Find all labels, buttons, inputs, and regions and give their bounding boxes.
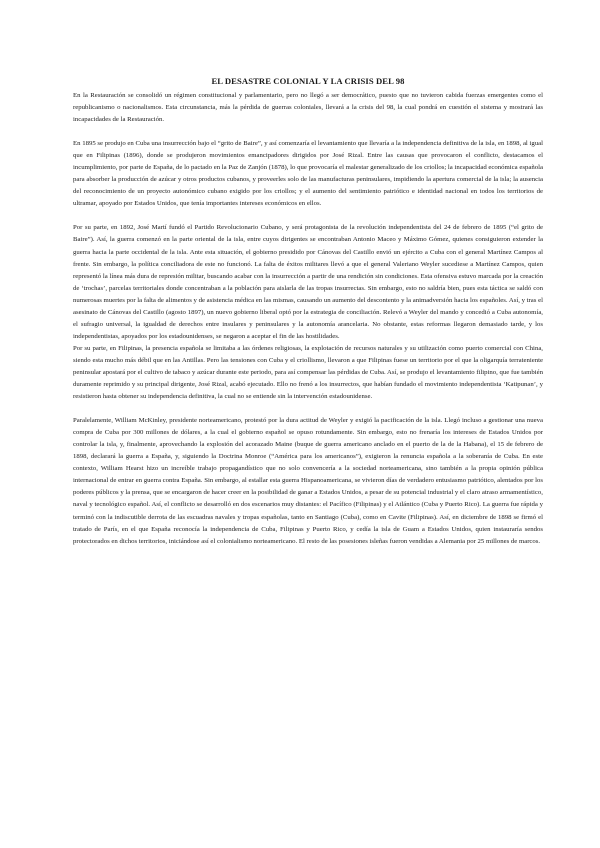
paragraph-filipinas: Por su parte, en Filipinas, la presencia española se limitaba a las órdenes religiosas, la explotación de recursos naturales y su utilización como puerto comercial con China, siendo esta mucho más débil que en las Antillas. Pero las tensiones con Cuba y el criollismo, llevaron a que Filipinas fuese un territorio por el que la oligarquía terrateniente peninsular apostará por el cultivo de tabaco y azúcar durante este periodo, para así compensar las pérdidas de Cuba. Así, se produjo el levantamiento filipino, que fue también duramente reprimido y su principal dirigente, José Rizal, acabó ejecutado. Ello no frenó a los insurrectos, que habían fundado el movimiento independentista ‘Katipunan’, y resistieron hasta obtener su independencia definitiva, la cual no se entiende sin la intervención estadounidense.	[73, 344, 543, 401]
paragraph-spacer	[73, 126, 543, 138]
document-body	[73, 76, 543, 548]
document-title: EL DESASTRE COLONIAL Y LA CRISIS DEL 98	[211, 76, 405, 86]
paragraph-cuba-causes: En 1895 se produjo en Cuba una insurrección bajo el “grito de Baire”, y así comenzaría el levantamiento que llevaría a la independencia definitiva de la isla, en 1898, al igual que en Filipinas (1896), donde se produjeron movimientos emancipadores dirigidos por José Rizal. Entre las causas que provocaron el conflicto, destacamos el incumplimiento, por parte de España, de lo pactado en la Paz de Zanjón (1878), lo que provocaría el malestar generalizado de los criollos; la incapacidad económica española para absorber la producción de azúcar y otros productos cubanos, y proveerles solo de las manufacturas peninsulares, impidiendo la apertura comercial de la isla; la ausencia del reconocimiento de un proyecto autonómico cubano exigido por los criollos; y el aumento del sentimiento patriótico e identidad nacional en todos los territorios de ultramar, apoyado por Estados Unidos, que tenía importantes intereses económicos en ellos.	[73, 140, 543, 208]
paragraph-spacer	[73, 403, 543, 415]
paragraph-usa-war: Paralelamente, William McKinley, presidente norteamericano, protestó por la dura actitud de Weyler y exigió la pacificación de la isla. Llegó incluso a gestionar una nueva compra de Cuba por 300 millones de dólares, a la cual el gobierno español se opuso rotundamente. Sin embargo, esto no frenaría los intereses de Estados Unidos por controlar la isla, y, finalmente, aprovechando la explosión del acorazado Maine (buque de guerra americano anclado en el puerto de la de la Habana), el 15 de febrero de 1898, declarará la guerra a España, y, siguiendo la Doctrina Monroe (“América para los americanos”), exigieron la renuncia española a la soberanía de Cuba. En este contexto, William Hearst hizo un increíble trabajo propagandístico que no solo convencería a la sociedad norteamericana, sino también a la propia opinión pública internacional de entrar en guerra contra España. Sin embargo, al estallar esta guerra Hispanoamericana, se vivieron días de verdadero entusiasmo patriótico, alentados por los poderes públicos y la prensa, que se encargaron de hacer creer en la posibilidad de ganar a Estados Unidos, a pesar de su potencial industrial y el claro atraso armamentístico, naval y tecnológico español. Así, el conflicto se desarrolló en dos escenarios muy distantes: el Pacífico (Filipinas) y el Atlántico (Cuba y Puerto Rico). La guerra fue rápida y terminó con la indiscutible derrota de las escuadras navales y tropas españolas, tanto en Santiago (Cuba), como en Cavite (Filipinas). Así, en diciembre de 1898 se firmó el tratado de París, en el que España reconocía la independencia de Cuba, Filipinas y Puerto Rico, y cedía la isla de Guam a Estados Unidos, quien instauraría sendos protectorados en dichos territorios, iniciándose así el colonialismo norteamericano. El resto de las posesiones isleñas fueron vendidas a Alemania por 25 millones de marcos.	[73, 417, 543, 545]
paragraph-cuba-war: Por su parte, en 1892, José Martí fundó el Partido Revolucionario Cubano, y será protagonista de la revolución independentista del 24 de febrero de 1895 (“el grito de Baire”). Así, la guerra comenzó en la parte oriental de la isla, entre cuyos dirigentes se encontraban Antonio Maceo y Máximo Gómez, quienes consiguieron extender la guerra hacia la parte occidental de la isla. Ante esta situación, el gobierno presidido por Cánovas del Castillo envió un ejército a Cuba con el general Martínez Campos al frente. Sin embargo, la política conciliadora de este no funcionó. La falta de éxitos militares llevó a que el general Valeriano Weyler sucediese a Martínez Campos, quien representó la línea más dura de represión militar, buscando acabar con la insurrección a partir de una rendición sin condiciones. Esta ofensiva estuvo marcada por la creación de ‘trochas’, parcelas territoriales donde concentraban a la población para aislarla de las tropas insurrectas. Sin embargo, esto no saldría bien, pues esta táctica se saldó con numerosas muertes por la falta de alimentos y de asistencia médica en las mismas, causando un aumento del descontento y la animadversión hacia los españoles. Así, y tras el asesinato de Cánovas del Castillo (agosto 1897), un nuevo gobierno liberal optó por la estrategia de conciliación. Relevó a Weyler del mando y concedió a Cuba autonomía, el sufragio universal, la igualdad de derechos entre insulares y peninsulares y la autonomía arancelaria. No obstante, estas reformas llegaron demasiado tarde, y los independentistas, apoyados por los estadounidenses, se negaron a aceptar el fin de las hostilidades.	[73, 224, 543, 340]
paragraph-intro: En la Restauración se consolidó un régimen constitucional y parlamentario, pero no llegó a ser democrático, puesto que no tuvieron cabida fuerzas emergentes como el republicanismo o nacionalismos. Esta circunstancia, más la pérdida de guerras coloniales, llevará a la crisis del 98, la cual pondrá en cuestión el sistema y mostrará las incapacidades de la Restauración.	[73, 92, 543, 124]
paragraph-spacer	[73, 210, 543, 222]
